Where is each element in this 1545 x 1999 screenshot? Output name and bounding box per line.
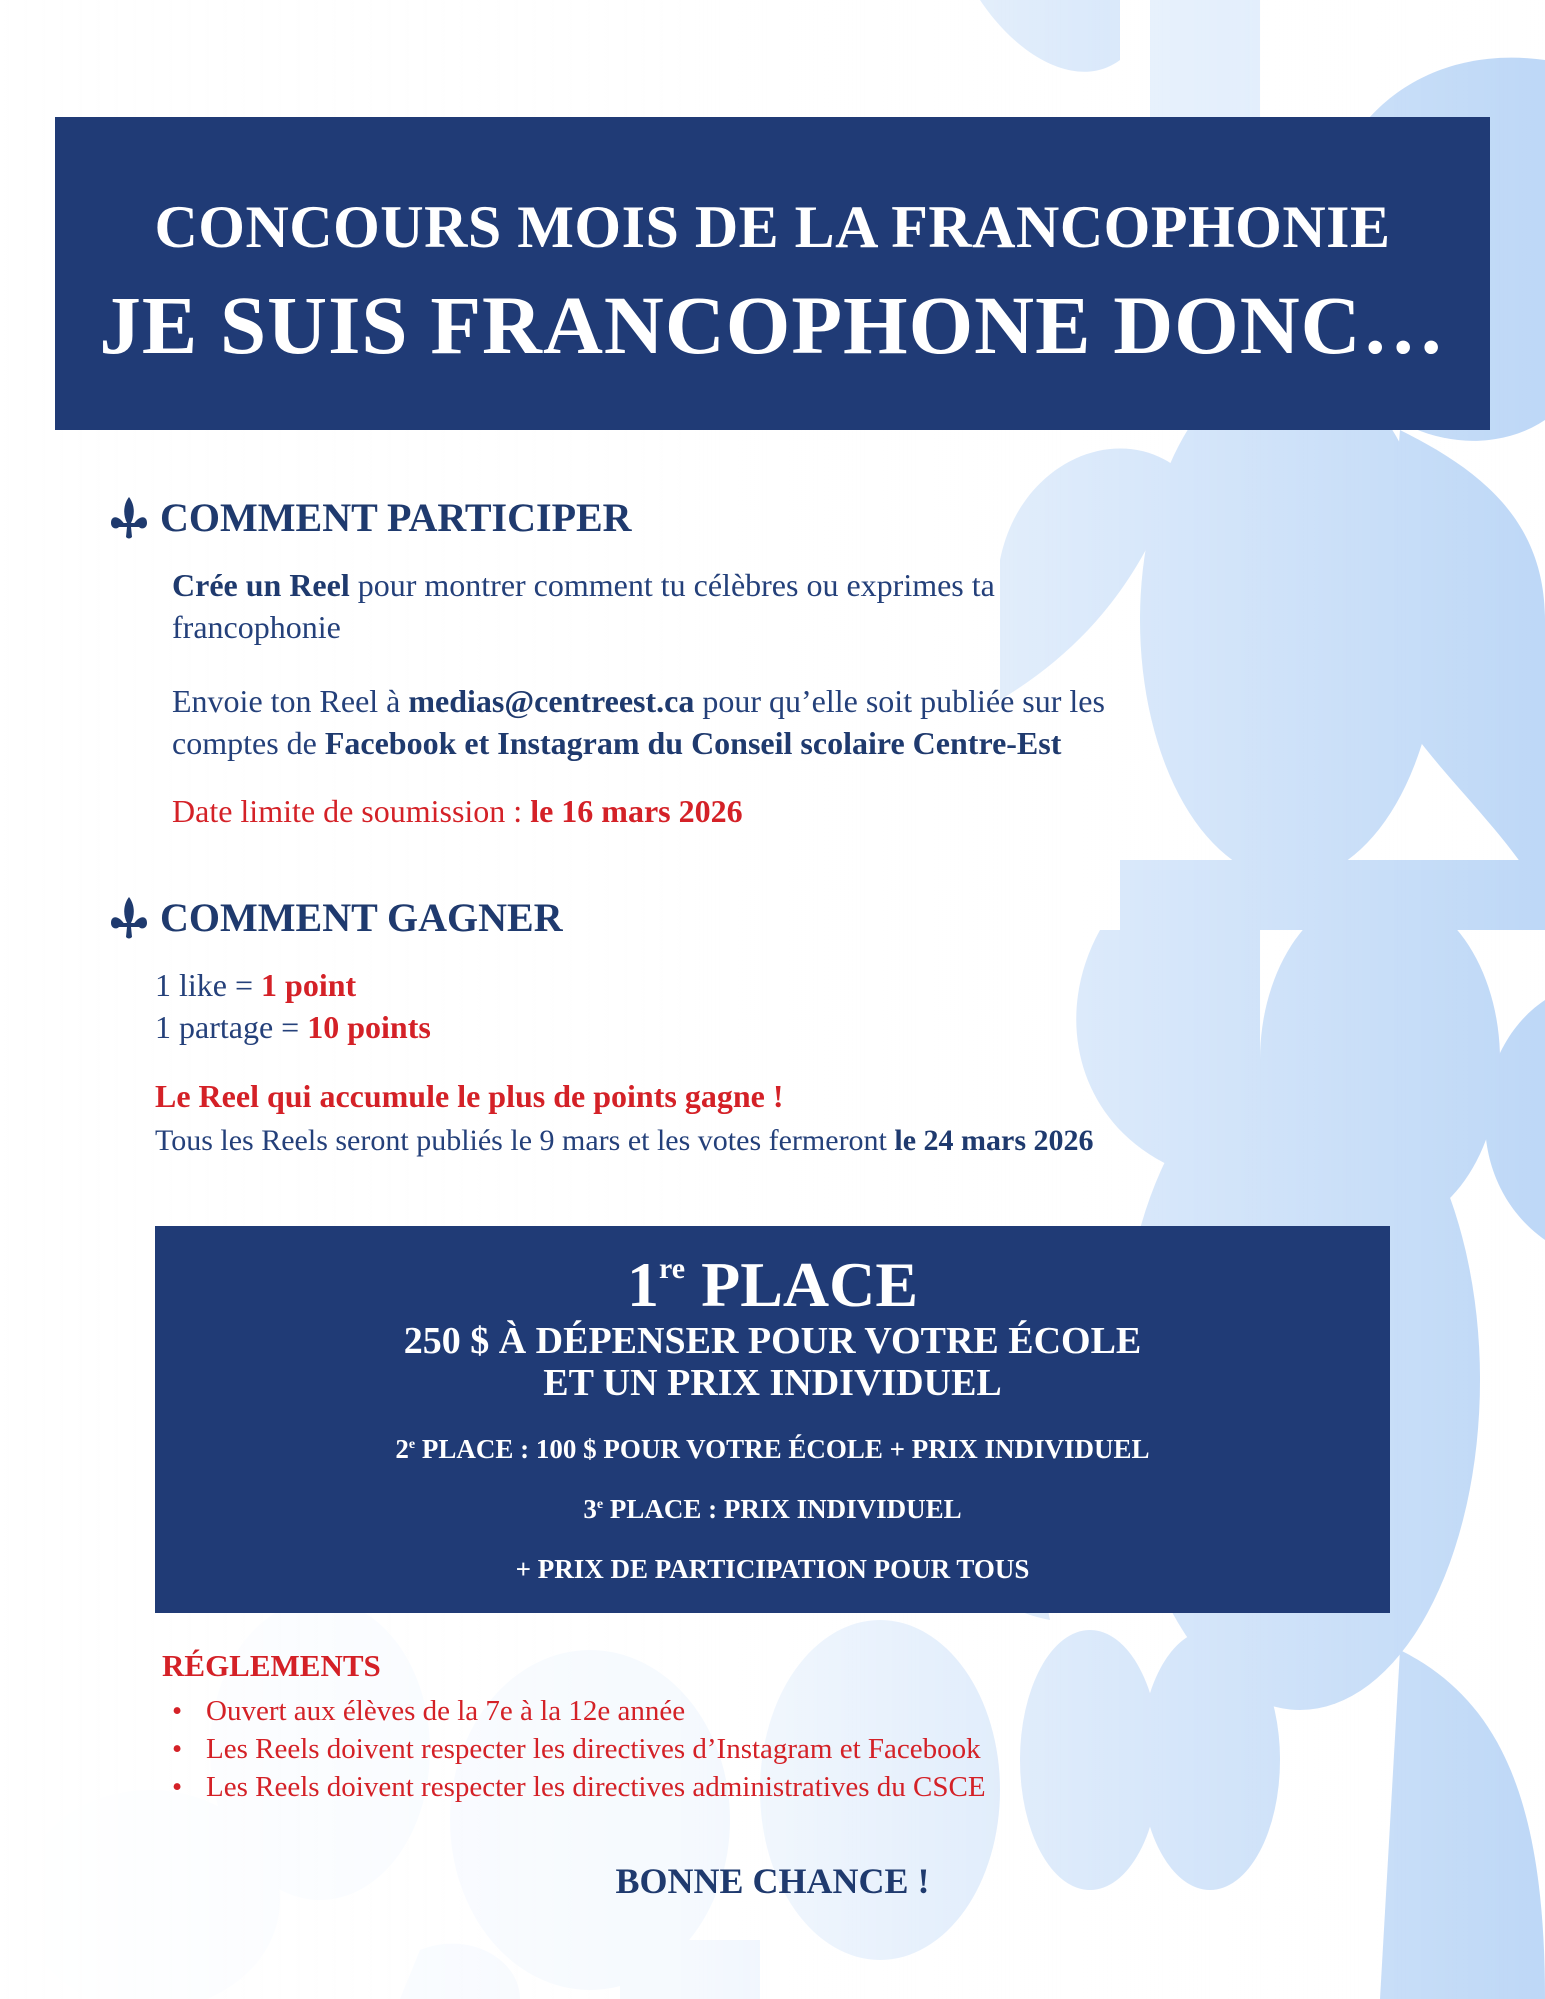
first-place-title bbox=[155, 1248, 1390, 1322]
email-address[interactable]: medias@centreest.ca bbox=[408, 683, 695, 719]
deadline-date: le 16 mars 2026 bbox=[530, 793, 743, 829]
first-place-label: PLACE bbox=[685, 1249, 918, 1320]
fleur-de-lis-icon bbox=[108, 495, 150, 541]
closing-message: BONNE CHANCE ! bbox=[615, 1861, 930, 1901]
first-place-prize-line2: ET UN PRIX INDIVIDUEL bbox=[543, 1362, 1002, 1404]
rules-title: RÉGLEMENTS bbox=[162, 1648, 381, 1683]
first-place-number: 1 bbox=[627, 1249, 659, 1320]
publish-info bbox=[155, 1120, 1094, 1162]
second-place-number: 2 bbox=[395, 1434, 409, 1464]
participate-step-1 bbox=[172, 564, 1372, 648]
rule-item: • Les Reels doivent respecter les directives d’Instagram et Facebook bbox=[172, 1730, 986, 1768]
third-place-sup: e bbox=[596, 1497, 604, 1512]
create-reel-text: pour montrer comment tu célèbres ou exprimes ta bbox=[349, 567, 995, 603]
share-points bbox=[155, 1006, 431, 1048]
third-place bbox=[155, 1494, 1390, 1525]
participate-step-2 bbox=[172, 680, 1422, 764]
first-place-sup: re bbox=[659, 1251, 686, 1285]
like-label: 1 like = bbox=[155, 967, 262, 1003]
first-place-prize bbox=[155, 1320, 1390, 1404]
participate-heading-text: COMMENT PARTICIPER bbox=[160, 495, 632, 540]
participation-prize: + PRIX DE PARTICIPATION POUR TOUS bbox=[515, 1554, 1030, 1584]
prize-box bbox=[155, 1226, 1390, 1613]
like-points bbox=[155, 964, 431, 1006]
third-place-number: 3 bbox=[583, 1494, 597, 1524]
win-heading-text: COMMENT GAGNER bbox=[160, 895, 563, 940]
rule-item: • Les Reels doivent respecter les directives administratives du CSCE bbox=[172, 1768, 986, 1806]
create-reel-bold: Crée un Reel bbox=[172, 567, 350, 603]
rule-item: • Ouvert aux élèves de la 7e à la 12e année bbox=[172, 1692, 986, 1730]
title-banner bbox=[55, 117, 1490, 430]
rules-list bbox=[172, 1692, 986, 1806]
send-reel-text: Envoie ton Reel à bbox=[172, 683, 409, 719]
second-place bbox=[155, 1434, 1390, 1465]
fleur-de-lis-icon bbox=[108, 895, 150, 941]
publish-text: Tous les Reels seront publiés le 9 mars et les votes fermeront bbox=[155, 1124, 895, 1157]
contest-subtitle: JE SUIS FRANCOPHONE DONC… bbox=[99, 279, 1446, 371]
share-label: 1 partage = bbox=[155, 1009, 308, 1045]
vote-close-date: le 24 mars 2026 bbox=[894, 1124, 1094, 1157]
first-place-prize-line1: 250 $ À DÉPENSER POUR VOTRE ÉCOLE bbox=[403, 1320, 1142, 1362]
send-reel-text-2: pour qu’elle soit publiée sur les bbox=[694, 683, 1105, 719]
accounts-text: comptes de bbox=[172, 725, 325, 761]
third-place-text: PLACE : PRIX INDIVIDUEL bbox=[603, 1494, 962, 1524]
create-reel-text-2: francophonie bbox=[172, 609, 341, 645]
participate-heading bbox=[108, 494, 632, 541]
winner-line: Le Reel qui accumule le plus de points gagne ! bbox=[155, 1078, 784, 1114]
like-value: 1 point bbox=[261, 967, 357, 1003]
deadline bbox=[172, 790, 743, 832]
win-heading bbox=[108, 894, 563, 941]
contest-title: CONCOURS MOIS DE LA FRANCOPHONIE bbox=[154, 194, 1391, 260]
deadline-label: Date limite de soumission : bbox=[172, 793, 531, 829]
accounts-bold: Facebook et Instagram du Conseil scolaire Centre-Est bbox=[324, 725, 1062, 761]
second-place-text: PLACE : 100 $ POUR VOTRE ÉCOLE + PRIX INDIVIDUEL bbox=[415, 1434, 1150, 1464]
share-value: 10 points bbox=[307, 1009, 431, 1045]
points-list bbox=[155, 964, 431, 1048]
second-place-sup: e bbox=[408, 1437, 416, 1452]
